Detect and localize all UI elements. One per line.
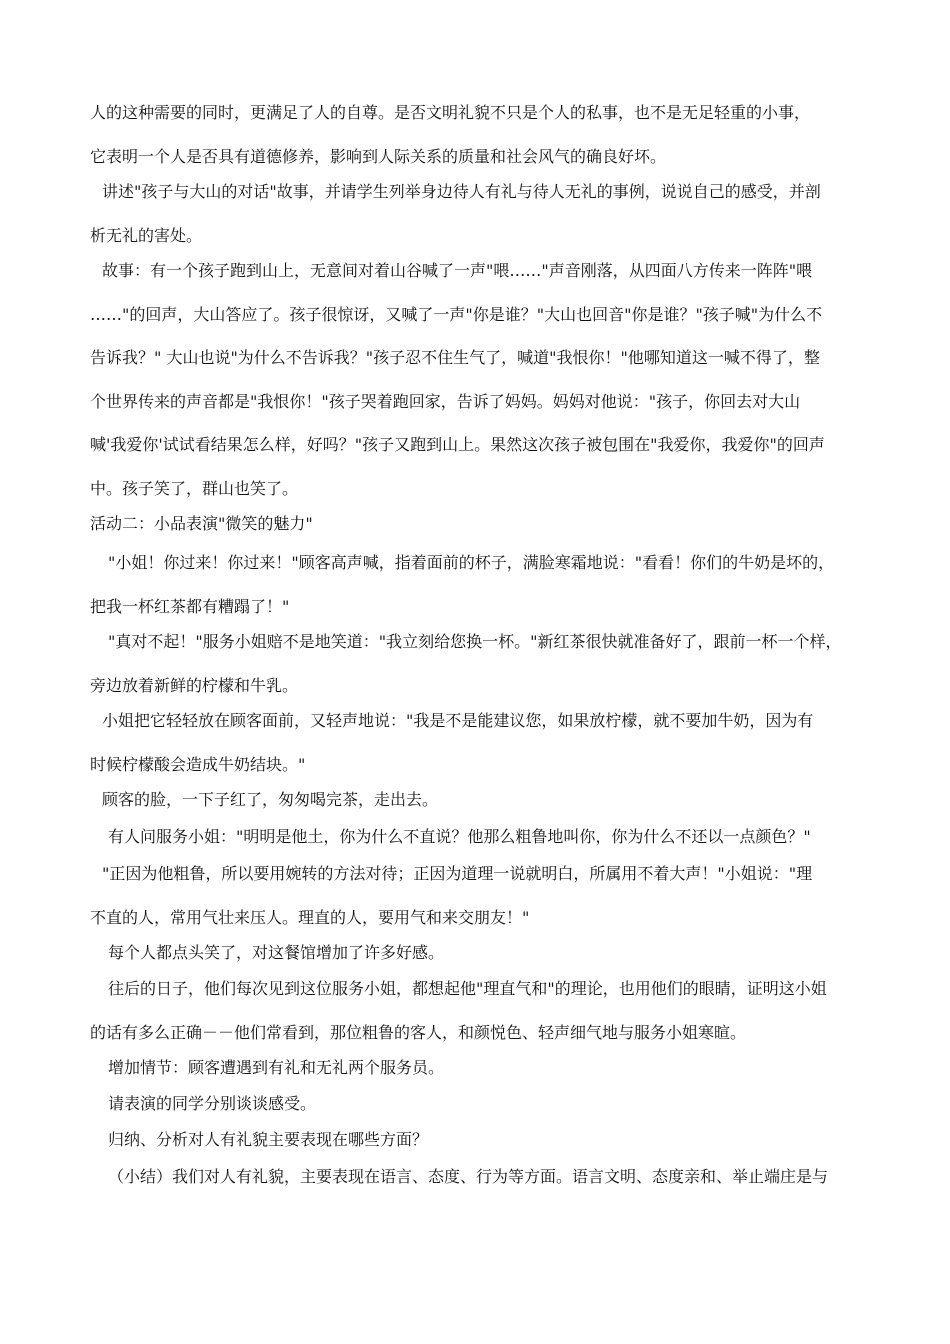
text-line: 往后的日子，他们每次见到这位服务小姐，都想起他"理直气和"的理论，也用他们的眼睛，证明这小姐 — [108, 979, 827, 998]
text-line: 顾客的脸，一下子红了，匆匆喝完茶，走出去。 — [102, 790, 439, 809]
text-line: ……"的回声，大山答应了。孩子很惊讶，又喊了一声"你是谁？"大山也回音"你是谁？"孩子喊"为什么不 — [90, 305, 823, 324]
text-line: 增加情节：顾客遭遇到有礼和无礼两个服务员。 — [108, 1058, 445, 1077]
text-line: "正因为他粗鲁，所以要用婉转的方法对待；正因为道理一说就明白，所属用不着大声！"小姐说："理 — [102, 864, 813, 883]
text-line: 人的这种需要的同时，更满足了人的自尊。是否文明礼貌不只是个人的私事，也不是无足轻重的小事， — [90, 103, 811, 122]
text-line: "真对不起！"服务小姐赔不是地笑道："我立刻给您换一杯。"新红茶很快就准备好了，跟前一杯一个样， — [108, 632, 842, 651]
text-line: 告诉我？" 大山也说"为什么不告诉我？"孩子忍不住生气了，喊道"我恨你！"他哪知道这一喊不得了，整 — [90, 348, 820, 367]
text-line: 个世界传来的声音都是"我恨你！"孩子哭着跑回家，告诉了妈妈。妈妈对他说："孩子，你回去对大山 — [90, 392, 801, 411]
text-line: 每个人都点头笑了，对这餐馆增加了许多好感。 — [108, 943, 445, 962]
text-line: 请表演的同学分别谈谈感受。 — [108, 1094, 317, 1113]
text-line: 把我一杯红茶都有糟蹋了！" — [90, 597, 290, 616]
text-line: 不直的人，常用气壮来压人。理直的人，要用气和来交朋友！" — [90, 908, 530, 927]
text-line: 小姐把它轻轻放在顾客面前，又轻声地说："我是不是能建议您，如果放柠檬，就不要加牛奶，因为有 — [102, 711, 814, 730]
text-line: 有人问服务小姐："明明是他土，你为什么不直说？他那么粗鲁地叫你，你为什么不还以一点颜色？" — [108, 827, 811, 846]
text-line: 故事：有一个孩子跑到山上，无意间对着山谷喊了一声"喂……"声音刚落，从四面八方传来一阵阵"喂 — [102, 261, 813, 280]
text-line: 时候柠檬酸会造成牛奶结块。" — [90, 755, 306, 774]
text-line: （小结）我们对人有礼貌，主要表现在语言、态度、行为等方面。语言文明、态度亲和、举止端庄是与 — [108, 1167, 829, 1186]
text-line: "小姐！你过来！你过来！"顾客高声喊，指着面前的杯子，满脸寒霜地说："看看！你们的牛奶是坏的， — [108, 553, 835, 572]
section-heading: 活动二：小品表演"微笑的魅力" — [90, 514, 313, 533]
text-line: 中。孩子笑了，群山也笑了。 — [90, 479, 299, 498]
text-line: 它表明一个人是否具有道德修养，影响到人际关系的质量和社会风气的确良好坏。 — [90, 147, 667, 166]
text-line: 旁边放着新鲜的柠檬和牛乳。 — [90, 676, 299, 695]
text-line: 归纳、分析对人有礼貌主要表现在哪些方面？ — [108, 1130, 429, 1149]
text-line: 喊'我爱你'试试看结果怎么样，好吗？"孩子又跑到山上。果然这次孩子被包围在"我爱你，我爱你"的回声 — [90, 435, 825, 454]
text-line: 的话有多么正确－－他们常看到，那位粗鲁的客人，和颜悦色、轻声细气地与服务小姐寒暄。 — [90, 1023, 747, 1042]
text-line: 析无礼的害处。 — [90, 226, 203, 245]
text-line: 讲述"孩子与大山的对话"故事，并请学生列举身边待人有礼与待人无礼的事例，说说自己的感受，并剖 — [102, 182, 821, 201]
